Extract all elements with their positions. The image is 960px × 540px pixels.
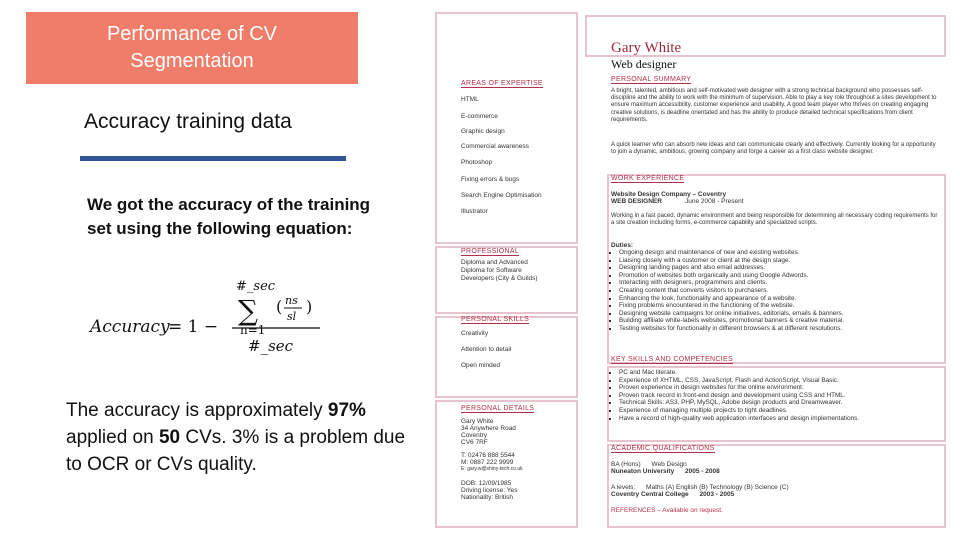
slide-title-line2: Segmentation — [130, 50, 254, 72]
cv-alevels: A levels: Maths (A) English (B) Technology (B) Science (C) — [611, 484, 789, 491]
cv-duty-item: ▪ Creating content that converts visitors to purchasers. — [619, 287, 941, 295]
cv-references: REFERENCES – Available on request. — [611, 507, 723, 514]
cv-detail-item: Nationality: British — [461, 494, 514, 501]
cv-key-list — [611, 369, 941, 422]
cv-work-dates: June 2008 - Present — [685, 198, 744, 205]
result-mid: applied on — [66, 427, 159, 448]
cv-detail-item: T: 02476 888 5544 — [461, 452, 515, 459]
cv-professional-item: Developers (City & Guilds) — [461, 275, 538, 282]
eq-lower-limit: n=1 — [240, 323, 266, 337]
cv-detail-item: DOB: 12/09/1985 — [461, 480, 512, 487]
eq-inner-num: ns — [285, 294, 298, 307]
cv-duty-item: ▪ Testing websites for functionality in different browsers & at different resolutions. — [619, 325, 941, 333]
eq-denominator: #_sec — [248, 337, 294, 355]
cv-skill-item: Open minded — [461, 362, 501, 369]
eq-inner-den: sl — [287, 310, 297, 323]
cv-area-item: Search Engine Optimisation — [461, 192, 542, 199]
cv-detail-item: Driving license: Yes — [461, 487, 518, 494]
cv-duty-item: ▪ Fixing problems encountered in the functioning of the website. — [619, 302, 941, 310]
cv-key-item: ▪ Experience of managing multiple projects to tight deadlines. — [619, 407, 941, 415]
cv-work-title: WORK EXPERIENCE — [611, 175, 685, 182]
cv-college: Coventry Central College 2003 - 2005 — [611, 491, 735, 498]
cv-duty-item: ▪ Ongoing design and maintenance of new and existing websites. — [619, 249, 941, 257]
cv-degree: BA (Hons) Web Design — [611, 461, 687, 468]
intro-text: We got the accuracy of the training set using the following equation: — [87, 195, 371, 238]
cv-area-item: E-commerce — [461, 113, 498, 120]
cv-areas-title: AREAS OF EXPERTISE — [461, 80, 543, 87]
cv-key-item: ▪ Experience of XHTML, CSS, JavaScript, Flash and ActionScript, Visual Basic. — [619, 377, 941, 385]
cv-university: Nuneaton University 2005 - 2008 — [611, 468, 720, 475]
cv-work-role: WEB DESIGNER — [611, 198, 662, 205]
result-suffix: CVs. 3% is a problem due to OCR or CVs quality. — [66, 427, 406, 475]
cv-duty-item: ▪ Designing landing pages and also email addresses. — [619, 264, 941, 272]
cv-key-item: ▪ Technical Skills: AS3, PHP, MySQL, Adobe design products and Dreamweaver. — [619, 399, 941, 407]
cv-sample-image — [435, 12, 946, 528]
cv-duty-item: ▪ Designing website campaigns for online initiatives, editorials, emails & banners. — [619, 310, 941, 318]
cv-role: Web designer — [611, 57, 677, 71]
cv-professional-item: Diploma for Software — [461, 267, 522, 274]
cv-area-item: Photoshop — [461, 159, 493, 166]
eq-lhs: Accuracy — [90, 317, 170, 337]
cv-duty-item: ▪ Building affiliate white-labels websites, promotional banners & creative material. — [619, 317, 941, 325]
cv-duty-item: ▪ Interacting with designers, programmers and clients. — [619, 279, 941, 287]
cv-skills-title: PERSONAL SKILLS — [461, 316, 530, 323]
cv-summary-text-2: A quick learner who can absorb new ideas and can communicate clearly and effectively. Currently looking for a opportunity to join a dynamic, ambitious, growing company and forge a career as a first class website designer. — [611, 142, 936, 156]
cv-detail-item: Coventry — [461, 432, 488, 439]
cv-key-item: ▪ Have a record of high-quality web application interfaces and design implementations. — [619, 415, 941, 423]
cv-area-item: Illustrator — [461, 208, 488, 215]
cv-skills-box — [435, 316, 578, 398]
slide-subtitle: Accuracy training data — [84, 110, 292, 133]
result-count: 50 — [158, 427, 181, 448]
cv-detail-item: 34 Anywhere Road — [461, 425, 516, 432]
result-prefix: The accuracy is approximately — [66, 400, 328, 421]
cv-area-item: Fixing errors & bugs — [461, 176, 520, 183]
cv-key-item: ▪ Proven track record in front-end design and development using CSS and HTML. — [619, 392, 941, 400]
cv-work-company: Website Design Company – Coventry — [611, 191, 727, 198]
slide-title — [26, 12, 358, 84]
cv-detail-item: M: 0887 222 9999 — [461, 459, 514, 466]
eq-paren-close: ) — [306, 297, 313, 316]
cv-areas-box — [435, 12, 578, 244]
cv-professional-title: PROFESSIONAL — [461, 248, 520, 255]
cv-area-item: Graphic design — [461, 128, 505, 135]
eq-upper-limit: #_sec — [236, 279, 276, 294]
cv-key-item: ▪ PC and Mac literate. — [619, 369, 941, 377]
slide-title-line1: Performance of CV — [106, 23, 278, 45]
cv-duty-item: ▪ Liaising closely with a customer or client at the design stage. — [619, 257, 941, 265]
eq-paren-open: ( — [276, 297, 283, 316]
cv-name: Gary White — [611, 40, 682, 56]
cv-detail-item: CV6 7RF — [461, 439, 488, 446]
cv-duty-item: ▪ Enhancing the look, functionality and appearance of a website. — [619, 295, 941, 303]
cv-detail-item: Gary White — [461, 418, 494, 425]
accuracy-equation — [88, 276, 348, 356]
cv-area-item: HTML — [461, 96, 479, 103]
cv-key-item: ▪ Proven experience in design websites for the online environment. — [619, 384, 941, 392]
cv-duty-item: ▪ Promotion of websites both organically and using Google Adwords. — [619, 272, 941, 280]
cv-work-desc: Working in a fast paced, dynamic environment and being responsible for determining all necessary coding requirements for a site creation including forms, e-commerce capability and specialized scripts. — [611, 213, 938, 227]
cv-summary-text: A bright, talented, ambitious and self-motivated web designer with a strong technical background who possesses self-discipline and the ability to work with the minimum of supervision. Able to play a key role throughout a sites development to ensure maximum accessibility, customer experience and usability. A good team player who thrives on creating engaging creative solutions, is deadline orientated and has the ability to produce detailed technical specifications from client requirements. — [611, 88, 937, 123]
cv-key-title: KEY SKILLS AND COMPETENCIES — [611, 356, 733, 363]
cv-duties-label: Duties: — [611, 242, 634, 249]
result-percent: 97% — [327, 400, 366, 421]
cv-skill-item: Attention to detail — [461, 346, 512, 353]
cv-skill-item: Creativity — [461, 330, 489, 337]
cv-area-item: Commercial awareness — [461, 143, 529, 150]
eq-sum-symbol: ∑ — [238, 294, 258, 327]
cv-professional-item: Diploma and Advanced — [461, 259, 528, 266]
cv-details-title: PERSONAL DETAILS — [461, 405, 535, 412]
result-text — [66, 397, 426, 478]
cv-duties-list — [611, 249, 941, 333]
cv-detail-item: E: gary.w@shiny-tech.co.uk — [461, 466, 523, 472]
cv-academic-title: ACADEMIC QUALIFICATIONS — [611, 445, 715, 452]
cv-summary-title: PERSONAL SUMMARY — [611, 76, 692, 83]
subtitle-underline — [80, 156, 346, 161]
eq-equals: = 1 − — [168, 317, 219, 337]
